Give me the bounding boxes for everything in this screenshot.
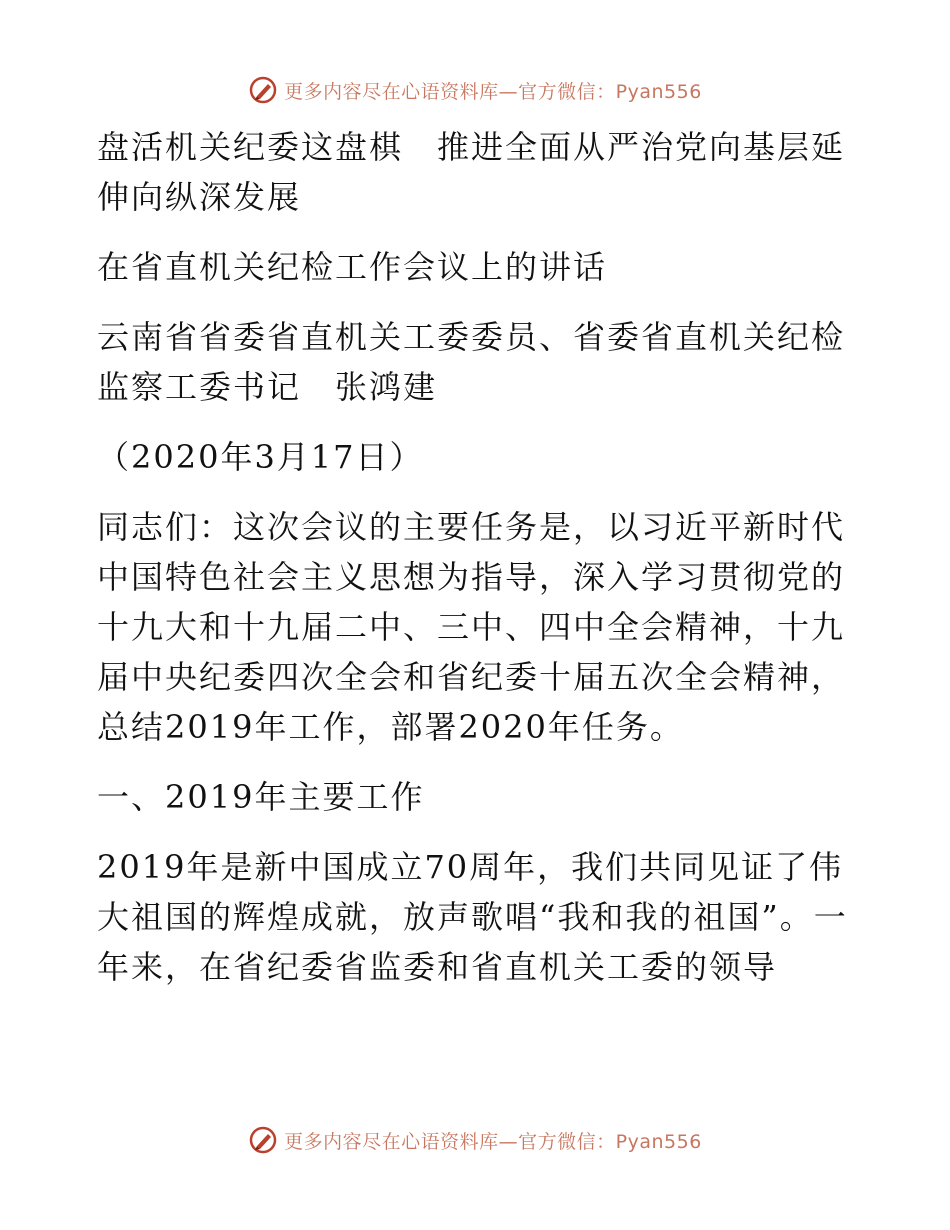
document-date: （2020年3月17日） — [97, 438, 424, 476]
document-subtitle: 在省直机关纪检工作会议上的讲话 — [97, 248, 608, 286]
header-watermark-text: 更多内容尽在心语资料库—官方微信：Pyan556 — [284, 80, 702, 103]
document-title: 盘活机关纪委这盘棋 推进全面从严治党向基层延伸向纵深发展 — [97, 128, 846, 216]
footer-watermark-banner — [0, 1120, 950, 1160]
pen-logo-icon — [248, 1125, 278, 1155]
header-watermark-banner — [0, 70, 950, 110]
section-heading: 一、2019年主要工作 — [97, 778, 425, 816]
footer-watermark-text: 更多内容尽在心语资料库—官方微信：Pyan556 — [284, 1130, 702, 1153]
document-author: 云南省省委省直机关工委委员、省委省直机关纪检监察工委书记 张鸿建 — [97, 318, 846, 406]
document-body — [97, 122, 857, 992]
pen-logo-icon — [248, 75, 278, 105]
paragraph-2: 2019年是新中国成立70周年，我们共同见证了伟大祖国的辉煌成就，放声歌唱“我和我的祖国”。一年来，在省纪委省监委和省直机关工委的领导 — [97, 848, 848, 986]
paragraph-1: 同志们：这次会议的主要任务是，以习近平新时代中国特色社会主义思想为指导，深入学习贯彻党的十九大和十九届二中、三中、四中全会精神，十九届中央纪委四次全会和省纪委十届五次全会精神，总结2019年工作，部署2020年任务。 — [97, 508, 846, 746]
